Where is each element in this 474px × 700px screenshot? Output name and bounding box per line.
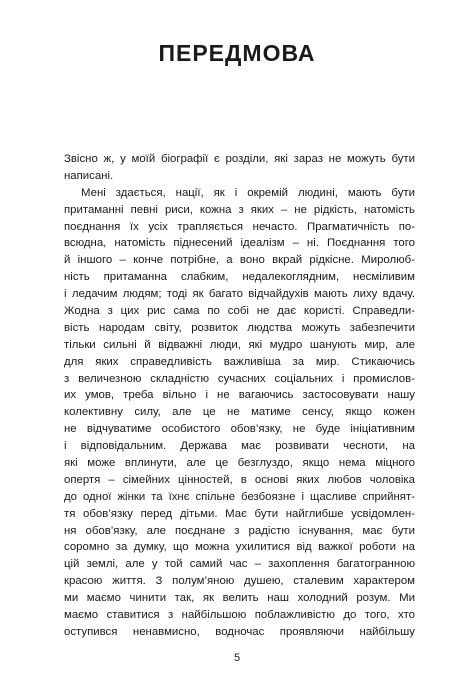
text-line: не відчуватиме особистого обов’язку, не буде ініціативним — [64, 423, 415, 436]
text-line: й іншого – конче потрібне, а воно вкрай рідкісне. Миролюб- — [64, 254, 415, 267]
text-line: Звісно ж, у моїй біографії є розділи, які зараз не можуть бути — [64, 153, 415, 165]
text-line: притаманні певні риси, кожна з яких – не рідкість, натомість — [64, 203, 415, 216]
text-line: і ледачим людям; тоді як багато відчайдухів мають лиху вдачу. — [64, 288, 415, 301]
text-line: вість народам світу, розвиток людства можуть забезпечити — [64, 321, 415, 334]
text-line: их умов, треба вільно і не вагаючись застосовувати нашу — [64, 389, 415, 402]
text-line: поєднання їх усіх трапляється нечасто. Прагматичність по- — [64, 220, 415, 233]
text-line: Мені здається, нації, як і окремій людині, мають бути — [81, 186, 415, 199]
body-text — [64, 151, 415, 641]
text-line: і відповідальним. Держава має розвивати чесноти, на — [64, 440, 415, 453]
text-line: цій землі, але у той самий час – захоплення багатогранною — [64, 558, 415, 571]
text-line: маємо ставитися з найбільшою поблажливістю до того, хто — [64, 609, 415, 622]
text-line: для яких справедливість важливіша за мир. Стикаючись — [64, 355, 415, 368]
text-line: тя обов’язку перед дітьми. Має бути найглибше усвідомлен- — [64, 507, 415, 520]
text-line: соромно за думку, що можна ухилитися від важкої роботи на — [64, 541, 415, 554]
text-line: колективну силу, але це не матиме сенсу, якщо кожен — [64, 406, 415, 419]
text-line: красою життя. З полум’яною душею, сталевим характером — [64, 575, 415, 588]
text-line: всюдна, натомість піднесений ідеалізм – ні. Поєднання того — [64, 237, 415, 250]
text-line: ми маємо чинити так, як велить наш холодний розум. Ми — [64, 592, 415, 605]
text-line: які може вплинути, але це безглуздо, якщо нема міцного — [64, 457, 415, 470]
text-line: до одної жінки та їхнє спільне безбоязне і щасливе сприйнят- — [64, 490, 415, 503]
text-line: ня обов’язку, але поєднане з радістю існування, має бути — [64, 524, 415, 537]
text-line: ність притаманна слабким, недалекоглядним, несміливим — [64, 271, 415, 284]
page-title: ПЕРЕДМОВА — [158, 40, 316, 66]
page-number: 5 — [233, 652, 241, 664]
text-line: написані. — [64, 169, 114, 182]
text-line: з величезною складністю сучасних соціальних і промислов- — [64, 372, 415, 385]
text-line: тільки сильні й відважні люди, які мудро шанують мир, але — [64, 338, 415, 351]
text-line: опертя – сімейних цінностей, в основі яких любов чоловіка — [64, 473, 415, 486]
text-line: Жодна з цих рис сама по собі не дає користі. Справедли- — [64, 305, 415, 318]
text-line: оступився ненавмисно, водночас проявляючи найбільшу — [64, 625, 415, 638]
